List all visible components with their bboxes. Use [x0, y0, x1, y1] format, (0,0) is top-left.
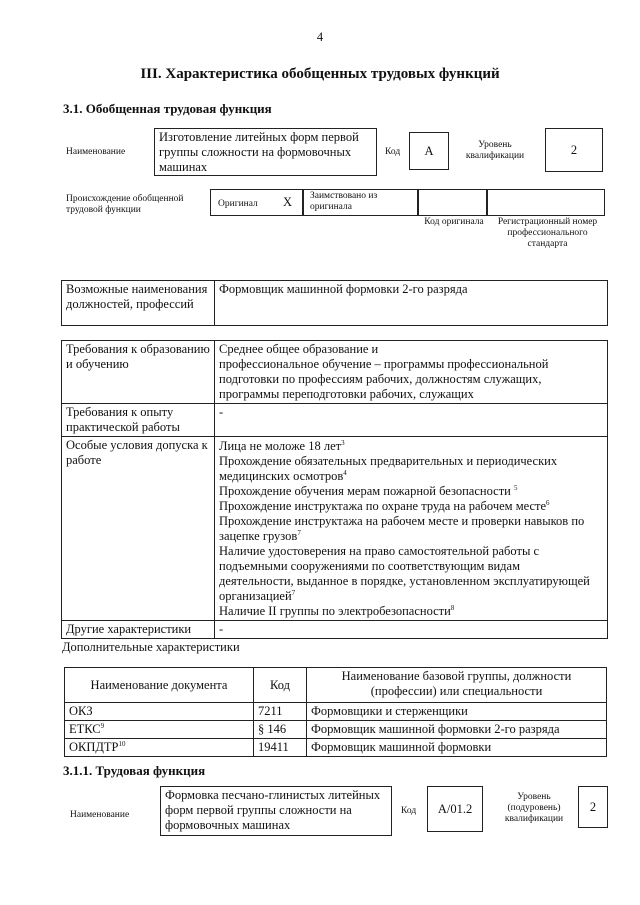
condition-text: медицинских осмотров	[219, 469, 344, 483]
level-value: 2	[570, 143, 578, 157]
code-label: Код	[385, 147, 401, 157]
table-row	[65, 739, 607, 757]
code-cell: 7211	[254, 703, 307, 721]
doc-cell: ЕТКС	[69, 722, 101, 736]
condition-text: зацепке грузов	[219, 529, 298, 543]
col-doc-header: Наименование документа	[65, 668, 254, 703]
condition-text: Прохождение инструктажа на рабочем месте и проверки навыков по	[219, 514, 585, 528]
tf-level-box	[578, 786, 608, 828]
code-cell: § 146	[254, 721, 307, 739]
name-cell: Формовщики и стерженщики	[307, 703, 607, 721]
tf-name-box	[160, 786, 392, 836]
education-label: Требования к образованию и обучению	[62, 341, 215, 404]
tf-level-value: 2	[589, 800, 597, 814]
other-label: Другие характеристики	[62, 621, 215, 639]
gtf-name-box	[154, 128, 377, 176]
original-label: Оригинал	[218, 199, 258, 209]
condition-text: Лица не моложе 18 лет	[219, 439, 342, 453]
requirements-table	[61, 340, 608, 639]
condition-text: Прохождение инструктажа по охране труда на рабочем месте	[219, 499, 547, 513]
reg-number-label: Регистрационный номер профессионального стандарта	[497, 217, 598, 249]
condition-text: Наличие II группы по электробезопасности	[219, 604, 451, 618]
reg-number-cell	[487, 189, 605, 216]
footnote-ref: 4	[343, 468, 347, 477]
positions-label: Возможные наименования должностей, профессий	[62, 281, 215, 326]
footnote-ref: 9	[100, 721, 105, 730]
col-name-header: Наименование базовой группы, должности (профессии) или специальности	[307, 668, 607, 703]
code-box	[409, 132, 449, 170]
subsection-heading: 3.1.1. Трудовая функция	[63, 763, 206, 778]
table-row	[65, 721, 607, 739]
condition-text: Прохождение обязательных предварительных и периодических	[219, 454, 558, 468]
name-cell: Формовщик машинной формовки	[307, 739, 607, 757]
doc-cell: ОКПДТР	[69, 740, 119, 754]
footnote-ref: 3	[341, 438, 345, 447]
tf-name-label: Наименование	[70, 810, 130, 820]
tf-level-label: Уровень (подуровень) квалификации	[504, 792, 564, 824]
section-heading: 3.1. Обобщенная трудовая функция	[63, 101, 272, 116]
footnote-ref: 7	[297, 528, 301, 537]
footnote-ref: 8	[450, 603, 455, 612]
conditions-label: Особые условия допуска к работе	[62, 437, 215, 621]
level-label: Уровень квалификации	[465, 140, 525, 161]
condition-text: Наличие удостоверения на право самостоятельной работы с	[219, 544, 540, 558]
tf-code-box	[427, 786, 483, 832]
original-mark: X	[283, 195, 293, 209]
positions-value: Формовщик машинной формовки 2-го разряда	[215, 281, 608, 326]
conditions-value	[215, 437, 608, 621]
code-cell: 19411	[254, 739, 307, 757]
doc-cell: ОКЗ	[69, 704, 93, 718]
experience-value: -	[215, 404, 608, 437]
name-cell: Формовщик машинной формовки 2-го разряда	[307, 721, 607, 739]
education-line: программы переподготовки рабочих, служащих	[219, 387, 474, 401]
footnote-ref: 10	[118, 739, 126, 748]
condition-text: организацией	[219, 589, 292, 603]
education-line: Среднее общее образование и	[219, 342, 379, 356]
gtf-name-value: Изготовление литейных форм первой группы сложности на формовочных машинах	[159, 130, 359, 174]
additional-heading: Дополнительные характеристики	[62, 640, 240, 654]
borrowed-label: Заимствовано из оригинала	[310, 191, 378, 212]
education-line: профессиональное обучение – программы профессиональной	[219, 357, 549, 371]
education-value	[215, 341, 608, 404]
table-row	[65, 703, 607, 721]
tf-code-label: Код	[401, 806, 417, 816]
condition-text: деятельности, выданное в порядке, установленном эксплуатирующей	[219, 574, 590, 588]
footnote-ref: 7	[291, 588, 296, 597]
level-box	[545, 128, 603, 172]
condition-text: подъемными сооружениями по соответствующим видам	[219, 559, 521, 573]
positions-table	[61, 280, 608, 326]
additional-table	[64, 667, 607, 757]
experience-label: Требования к опыту практической работы	[62, 404, 215, 437]
code-value: A	[424, 144, 434, 158]
education-line: подготовки по профессиям рабочих, должностям служащих,	[219, 372, 542, 386]
code-original-cell	[418, 189, 487, 216]
other-value: -	[215, 621, 608, 639]
origin-label: Происхождение обобщенной трудовой функции	[66, 194, 184, 215]
condition-text: Прохождение обучения мерам пожарной безопасности	[219, 484, 511, 498]
col-code-header: Код	[254, 668, 307, 703]
code-original-label: Код оригинала	[424, 217, 484, 227]
footnote-ref: 6	[546, 498, 550, 507]
page-title: III. Характеристика обобщенных трудовых функций	[140, 66, 500, 82]
tf-code-value: A/01.2	[437, 802, 473, 816]
name-label: Наименование	[66, 147, 126, 157]
tf-name-value: Формовка песчано-глинистых литейных форм первой группы сложности на формовочных машинах	[165, 788, 381, 832]
page-number: 4	[316, 30, 324, 44]
footnote-ref: 5	[513, 483, 518, 492]
